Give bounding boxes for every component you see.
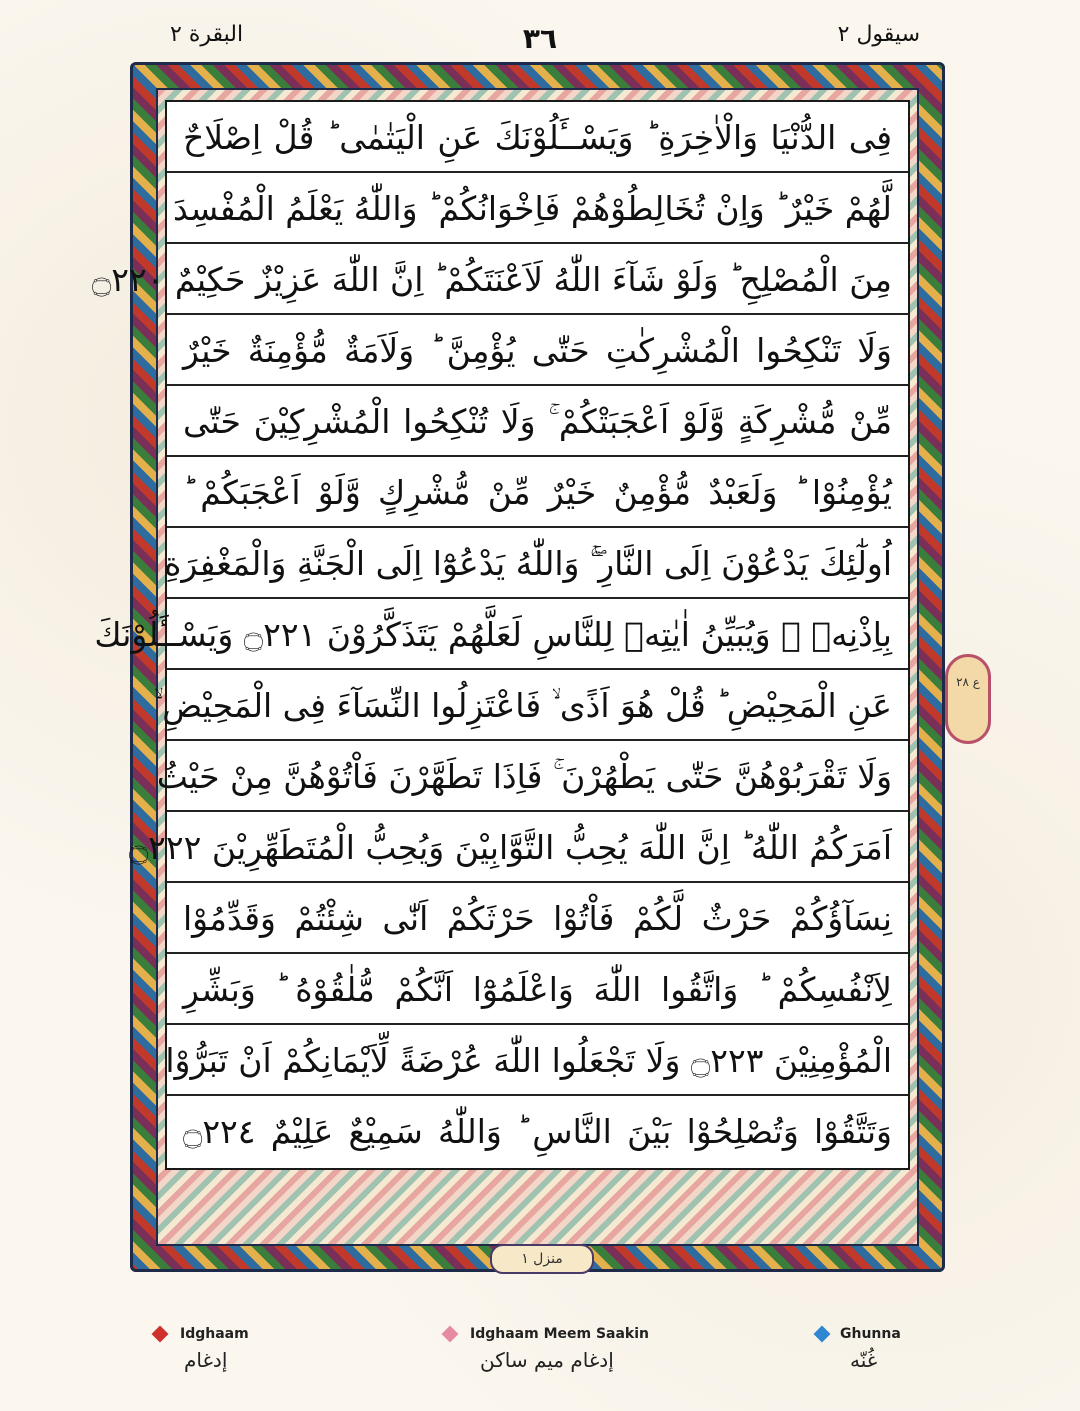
- legend-english: Ghunna: [840, 1326, 901, 1342]
- manzil-badge: منزل ١: [490, 1244, 594, 1274]
- verse-line-10: وَلَا تَقْرَبُوْهُنَّ حَتّٰى يَطْهُرْنَ ۚ فَاِذَا تَطَهَّرْنَ فَاْتُوْهُنَّ مِنْ حَيْثُ: [167, 741, 908, 812]
- verse-line-9: عَنِ الْمَحِيْضِ ؕ قُلْ هُوَ اَذًى ۙ فَاعْتَزِلُوا النِّسَآءَ فِى الْمَحِيْضِ ۙ: [167, 670, 908, 741]
- verse-line-1: فِى الدُّنْيَا وَالْاٰخِرَةِ ؕ وَيَسْــَٔلُوْنَكَ عَنِ الْيَتٰمٰى ؕ قُلْ اِصْلَاحٌ: [167, 102, 908, 173]
- juz-name: سيقول ٢: [837, 22, 920, 47]
- verse-line-7: اُولٰٓئِكَ يَدْعُوْنَ اِلَى النَّارِ ۖۚ وَاللّٰهُ يَدْعُوْٓا اِلَى الْجَنَّةِ وَالْمَغْفِرَةِ: [167, 528, 908, 599]
- verse-line-5: مِّنْ مُّشْرِكَةٍ وَّلَوْ اَعْجَبَتْكُمْ ۚ وَلَا تُنْكِحُوا الْمُشْرِكِيْنَ حَتّٰى: [167, 386, 908, 457]
- verse-line-2: لَّهُمْ خَيْرٌ ؕ وَاِنْ تُخَالِطُوْهُمْ فَاِخْوَانُكُمْ ؕ وَاللّٰهُ يَعْلَمُ الْمُفْسِدَ: [167, 173, 908, 244]
- verse-line-12: نِسَآؤُكُمْ حَرْثٌ لَّكُمْ فَاْتُوْا حَرْثَكُمْ اَنّٰى شِئْتُمْ وَقَدِّمُوْا: [167, 883, 908, 954]
- legend-arabic: غُنّه: [850, 1348, 878, 1372]
- verse-line-4: وَلَا تَنْكِحُوا الْمُشْرِكٰتِ حَتّٰى يُؤْمِنَّ ؕ وَلَاَمَةٌ مُّؤْمِنَةٌ خَيْرٌ: [167, 315, 908, 386]
- verse-line-11: اَمَرَكُمُ اللّٰهُ ؕ اِنَّ اللّٰهَ يُحِبُّ التَّوَّابِيْنَ وَيُحِبُّ الْمُتَطَهِّرِيْنَ ۝٢٢٢: [167, 812, 908, 883]
- verse-line-8: بِاِذْنِهٖ ۚ وَيُبَيِّنُ اٰيٰتِهٖ لِلنَّاسِ لَعَلَّهُمْ يَتَذَكَّرُوْنَ ۝٢٢١ وَيَسْــَٔلُوْنَكَ: [167, 599, 908, 670]
- verse-line-14: الْمُؤْمِنِيْنَ ۝٢٢٣ وَلَا تَجْعَلُوا اللّٰهَ عُرْضَةً لِّاَيْمَانِكُمْ اَنْ تَبَرُّوْا: [167, 1025, 908, 1096]
- verse-line-6: يُؤْمِنُوْا ؕ وَلَعَبْدٌ مُّؤْمِنٌ خَيْرٌ مِّنْ مُّشْرِكٍ وَّلَوْ اَعْجَبَكُمْ ؕ: [167, 457, 908, 528]
- quran-text-area: [91, 100, 910, 1170]
- legend-english: Idghaam: [180, 1326, 249, 1342]
- legend-arabic: إدغام: [184, 1348, 228, 1372]
- page-number: ٣٦: [522, 22, 558, 55]
- verse-line-3: مِنَ الْمُصْلِحِ ؕ وَلَوْ شَآءَ اللّٰهُ لَاَعْنَتَكُمْ ؕ اِنَّ اللّٰهَ عَزِيْزٌ حَكِيْمٌ ۝٢٢٠: [167, 244, 908, 315]
- ruku-marker: ع ٢٨: [945, 654, 991, 744]
- verse-line-15: وَتَتَّقُوْا وَتُصْلِحُوْا بَيْنَ النَّاسِ ؕ وَاللّٰهُ سَمِيْعٌ عَلِيْمٌ ۝٢٢٤: [183, 1112, 892, 1151]
- verse-line-13: لِاَنْفُسِكُمْ ؕ وَاتَّقُوا اللّٰهَ وَاعْلَمُوْٓا اَنَّكُمْ مُّلٰقُوْهُ ؕ وَبَشِّرِ: [167, 954, 908, 1025]
- legend-arabic: إدغام ميم ساكن: [480, 1348, 614, 1372]
- legend-english: Idghaam Meem Saakin: [470, 1326, 650, 1342]
- surah-name: البقرة ٢: [170, 22, 244, 47]
- page-header: [0, 22, 1080, 62]
